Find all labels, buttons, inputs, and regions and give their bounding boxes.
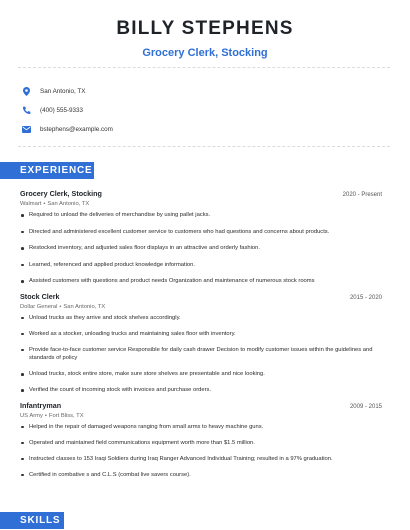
- job-location: Fort Bliss, TX: [48, 412, 84, 419]
- job-bullets: [20, 314, 382, 395]
- job-bullet: Restocked inventory, and adjusted sales floor displays in an attractive and orderly fashion.: [20, 244, 382, 253]
- job-bullet: Provide face-to-face customer service Responsible for daily cash drawer Decision to modify customer issues within the guidelines and standards of policy: [20, 346, 382, 363]
- job-bullet: Unload trucks as they arrive and stock shelves accordingly.: [20, 314, 382, 323]
- job-employer-line: Walmart • San Antonio, TX: [20, 201, 90, 207]
- job-bullet: Certified in combative s and C.L.S (combat live savers course).: [20, 471, 382, 480]
- job-bullet: Operated and maintained field communications equipment worth more than $1.5 million.: [20, 439, 382, 448]
- job-bullet: Directed and administered excellent customer service to customers who had questions and concerns about products.: [20, 228, 382, 237]
- job-bullets: [20, 211, 382, 286]
- divider-contact: [18, 146, 390, 147]
- job-location: San Antonio, TX: [63, 303, 106, 310]
- experience-list: [20, 189, 382, 479]
- job-employer: Walmart: [20, 201, 42, 207]
- job-entry: [20, 292, 382, 395]
- job-bullet: Instructed classes to 153 Iraqi Soldiers during Iraq Ranger Advanced Individual Training; resulted in a 97% graduation.: [20, 455, 382, 464]
- job-employer: US Army: [20, 412, 43, 419]
- candidate-title: Grocery Clerk, Stocking: [142, 47, 268, 59]
- job-location: San Antonio, TX: [47, 201, 90, 207]
- job-dates: 2020 - Present: [342, 192, 382, 198]
- job-dates: 2009 - 2015: [349, 403, 382, 410]
- job-bullet: Helped in the repair of damaged weapons ranging from small arms to heavy machine guns.: [20, 423, 382, 432]
- job-entry: [20, 401, 382, 480]
- contact-location: [21, 82, 113, 100]
- email-icon: [21, 124, 31, 134]
- job-bullets: [20, 423, 382, 480]
- experience-heading: EXPERIENCE: [0, 162, 94, 179]
- divider-top: [18, 67, 390, 68]
- candidate-name: BILLY STEPHENS: [116, 18, 294, 39]
- job-employer: Dollar General: [20, 303, 58, 310]
- job-title: Stock Clerk: [20, 291, 60, 301]
- job-bullet: Unload trucks, stock entire store, make sure store shelves are presentable and nice looking.: [20, 370, 382, 379]
- resume-header: [0, 0, 410, 60]
- job-title: Grocery Clerk, Stocking: [20, 189, 102, 198]
- skills-heading: SKILLS: [0, 512, 64, 529]
- job-bullet: Worked as a stocker, unloading trucks and maintaining sales floor with inventory.: [20, 330, 382, 339]
- contact-phone: [21, 101, 113, 119]
- job-entry: [20, 189, 382, 286]
- contact-location-text: San Antonio, TX: [40, 87, 86, 95]
- job-employer-line: US Army • Fort Bliss, TX: [20, 412, 84, 419]
- job-bullet: Verified the count of incoming stock with invoices and purchase orders.: [20, 386, 382, 395]
- job-bullet: Required to unload the deliveries of merchandise by using pallet jacks.: [20, 211, 382, 220]
- contact-phone-text: (400) 555-9333: [40, 106, 84, 114]
- contact-info: [21, 82, 113, 139]
- job-title: Infantryman: [20, 400, 62, 410]
- contact-email-text: bstephens@example.com: [40, 125, 113, 133]
- contact-email: [21, 120, 113, 138]
- job-dates: 2015 - 2020: [349, 294, 382, 301]
- job-employer-line: Dollar General • San Antonio, TX: [20, 303, 106, 310]
- job-bullet: Learned, referenced and applied product knowledge information.: [20, 261, 382, 270]
- location-pin-icon: [21, 86, 31, 96]
- job-bullet: Assisted customers with questions and product needs Organization and maintenance of numerous stock rooms: [20, 277, 382, 286]
- phone-icon: [21, 105, 31, 115]
